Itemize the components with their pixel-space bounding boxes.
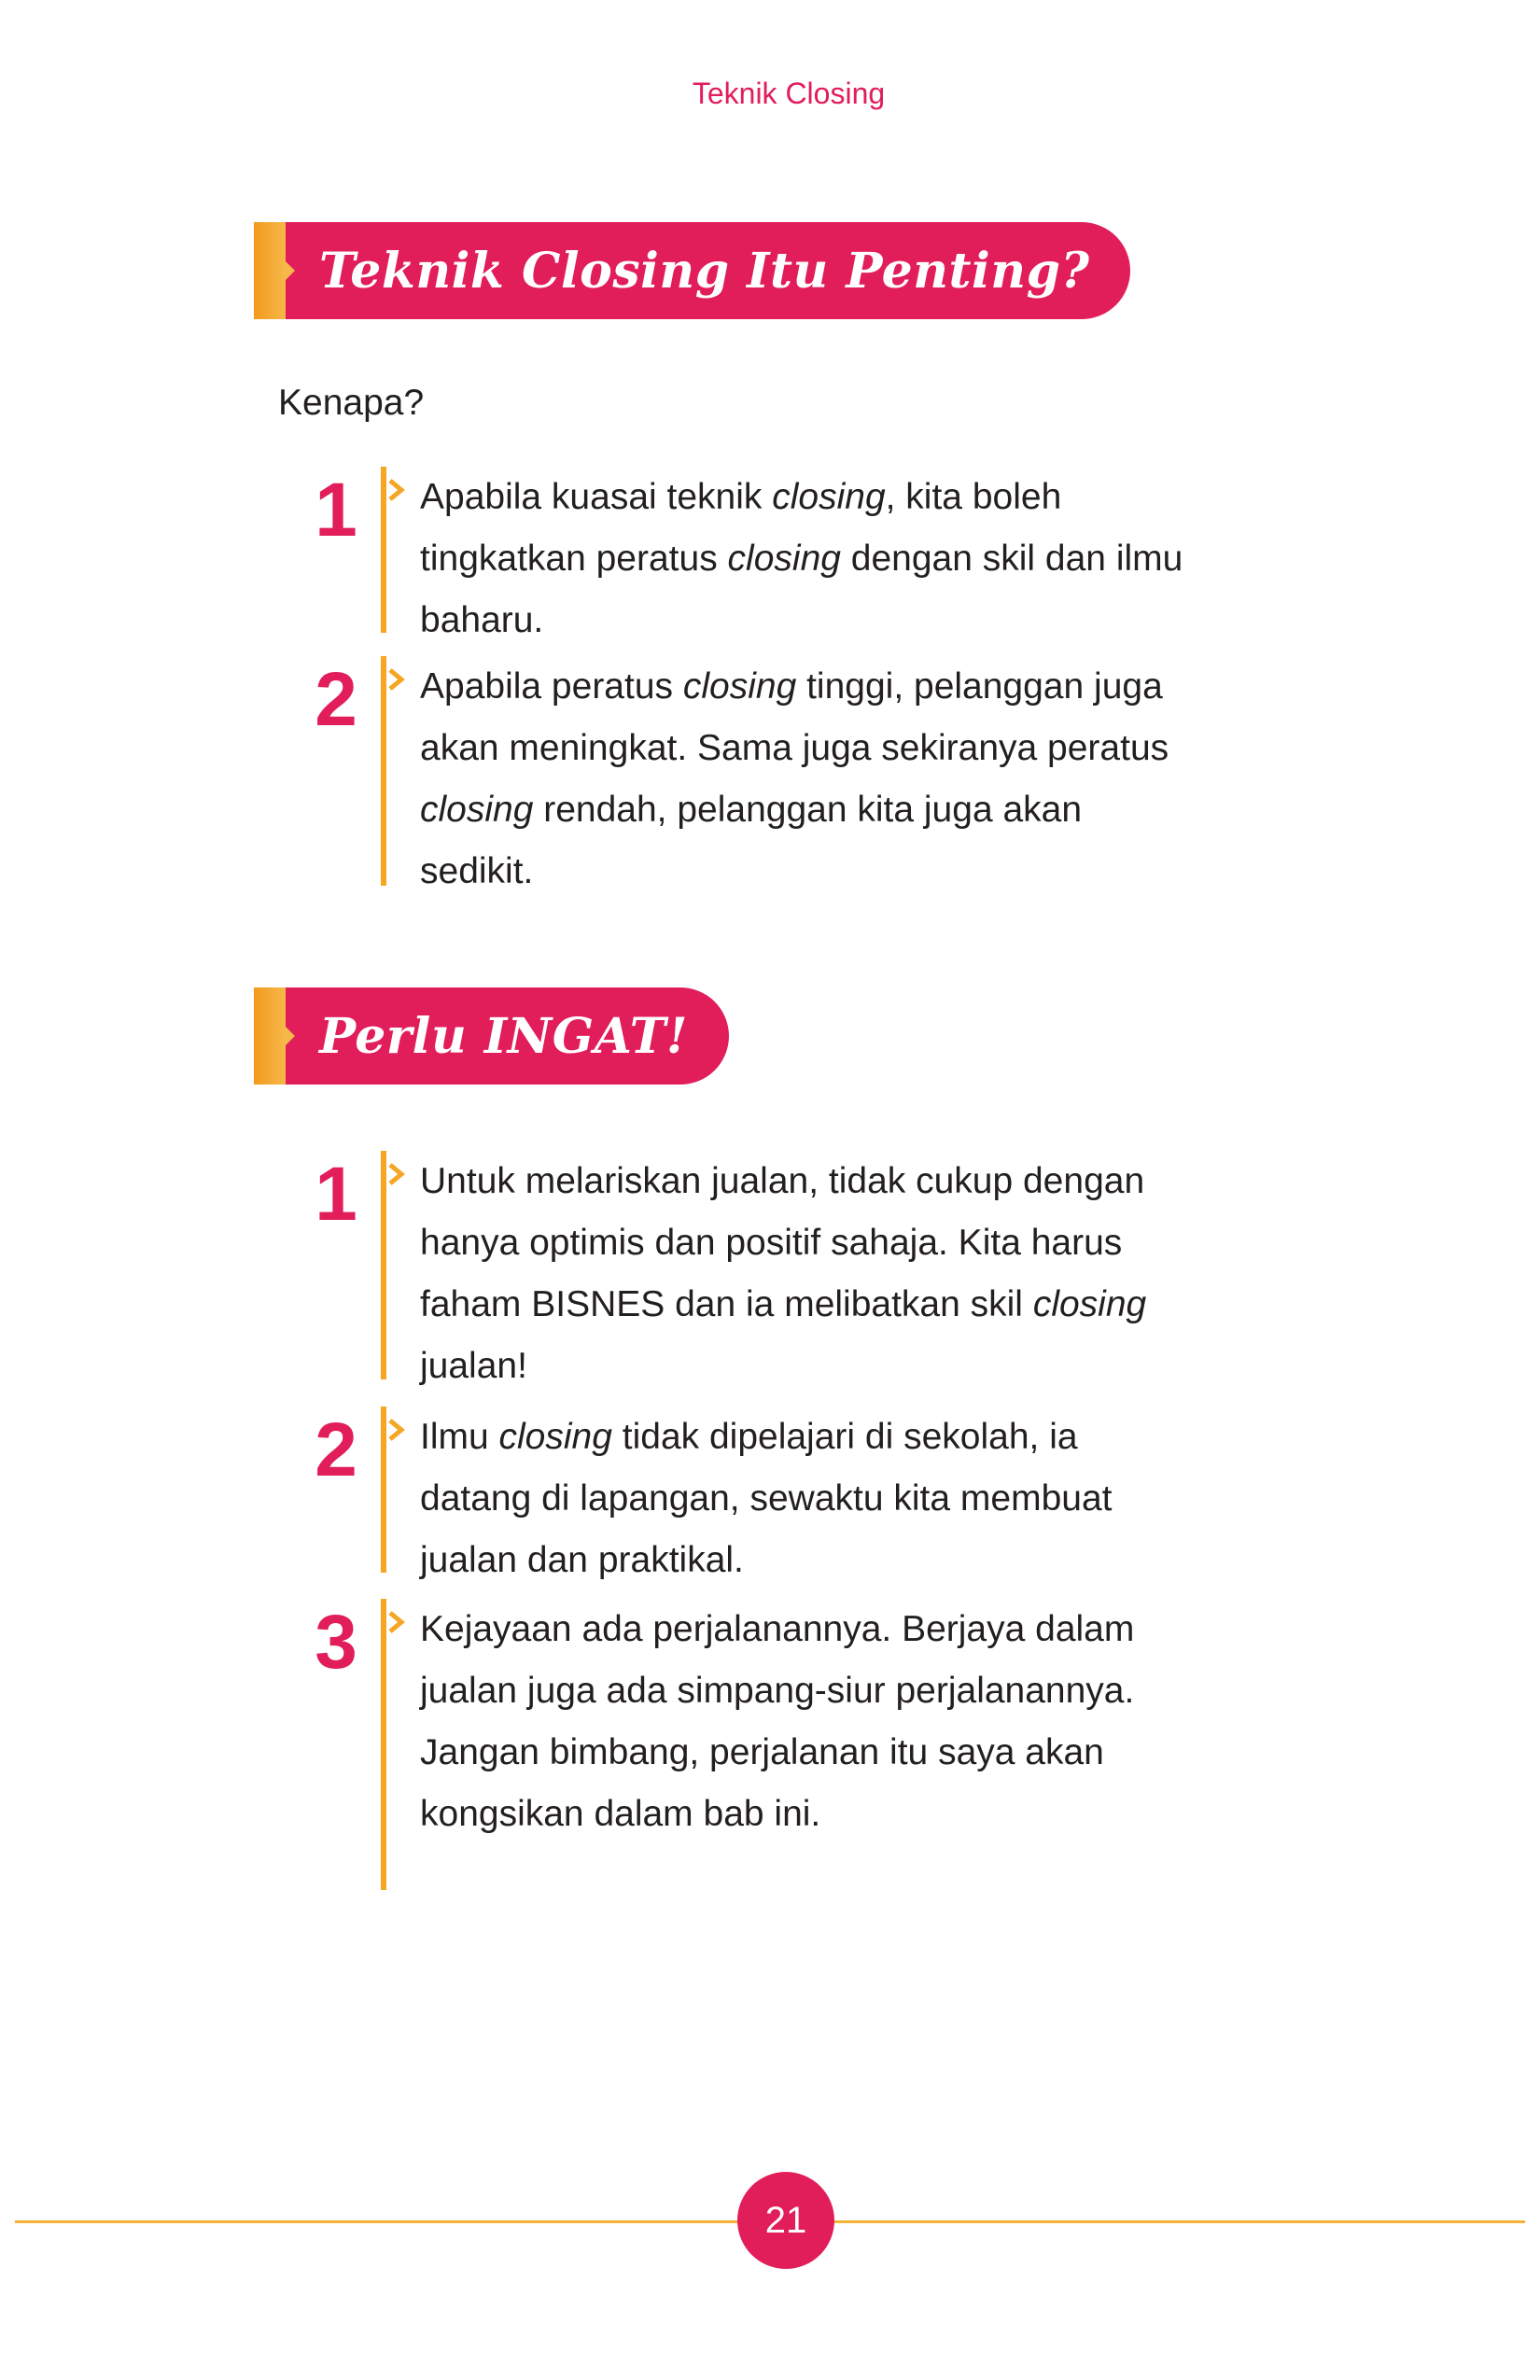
section-banner-remember [254, 987, 729, 1085]
footer-divider-left [15, 2220, 743, 2223]
item-text: Kejayaan ada perjalanannya. Berjaya dalam jualan juga ada simpang-siur perjalanannya. Jangan bimbang, perjalanan itu saya akan kongsikan dalam bab ini. [420, 1609, 1135, 1834]
section-title: Teknik Closing Itu Penting? [319, 242, 1090, 300]
item-text: Apabila kuasai teknik closing, kita boleh tingkatkan peratus closing dengan skil dan ilmu baharu. [420, 477, 1183, 640]
banner-tab-decoration [254, 222, 286, 319]
chevron-right-icon [385, 1610, 409, 1634]
item-number: 3 [315, 1600, 357, 1685]
list-item [308, 656, 1241, 889]
footer-divider-right [831, 2220, 1525, 2223]
item-bar [381, 1599, 386, 1890]
running-header: Teknik Closing [692, 77, 886, 110]
item-text: Ilmu closing tidak dipelajari di sekolah, ia datang di lapangan, sewaktu kita membuat jualan dan praktikal. [420, 1417, 1113, 1580]
chevron-right-icon [385, 478, 409, 502]
page-number-badge: 21 [737, 2172, 834, 2269]
item-number: 1 [315, 1152, 357, 1237]
section-title: Perlu INGAT! [319, 1007, 689, 1065]
item-number: 2 [315, 1407, 357, 1492]
chevron-right-icon [385, 667, 409, 692]
intro-question: Kenapa? [278, 383, 425, 423]
list-item [308, 1151, 1241, 1386]
banner-tab-decoration [254, 987, 286, 1085]
item-text: Untuk melariskan jualan, tidak cukup dengan hanya optimis dan positif sahaja. Kita harus faham BISNES dan ia melibatkan skil closing jualan! [420, 1161, 1147, 1386]
section-banner-importance [254, 222, 1130, 319]
chevron-right-icon [385, 1418, 409, 1442]
item-number: 2 [315, 657, 357, 742]
item-text: Apabila peratus closing tinggi, pelanggan juga akan meningkat. Sama juga sekiranya peratus closing rendah, pelanggan kita juga akan sedikit. [420, 666, 1169, 891]
item-number: 1 [315, 468, 357, 553]
chevron-right-icon [385, 1162, 409, 1186]
list-item [308, 467, 1241, 640]
list-item [308, 1407, 1241, 1580]
list-item [308, 1599, 1241, 1893]
